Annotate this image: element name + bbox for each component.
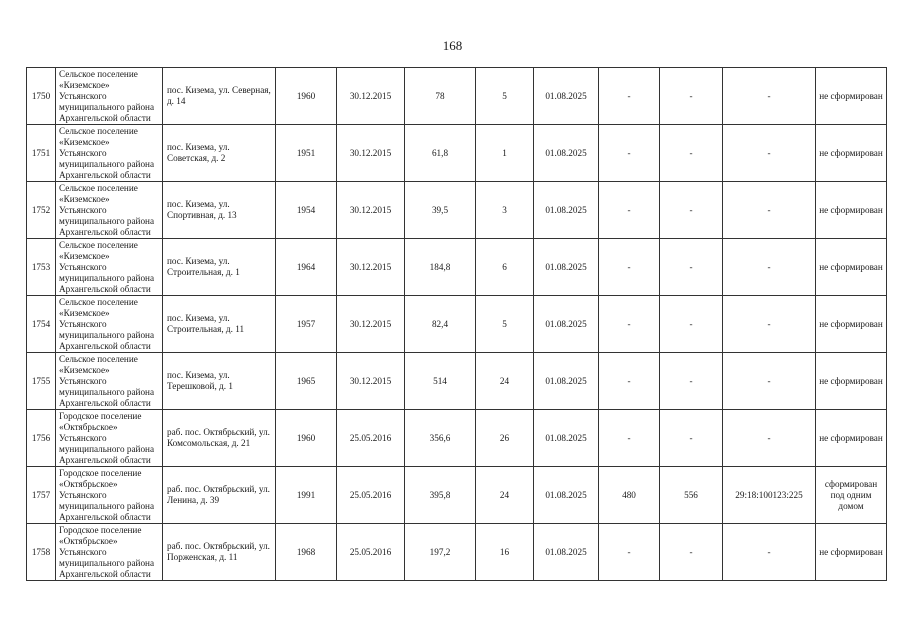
resettlement-deadline-cell: 01.08.2025 <box>534 410 599 467</box>
address-cell: пос. Кизема, ул. Терешковой, д. 1 <box>163 353 276 410</box>
resettlement-deadline-cell: 01.08.2025 <box>534 296 599 353</box>
land-value-cell: 556 <box>660 467 723 524</box>
construction-year-cell: 1968 <box>276 524 337 581</box>
land-value-cell: - <box>660 182 723 239</box>
land-area-cell: - <box>599 296 660 353</box>
area-cell: 197,2 <box>405 524 476 581</box>
row-number-cell: 1756 <box>27 410 56 467</box>
recognition-date-cell: 25.05.2016 <box>337 467 405 524</box>
residents-cell: 3 <box>476 182 534 239</box>
row-number-cell: 1758 <box>27 524 56 581</box>
resettlement-deadline-cell: 01.08.2025 <box>534 239 599 296</box>
cadastral-number-cell: - <box>723 68 816 125</box>
land-status-cell: не сформирован <box>816 353 887 410</box>
municipality-cell: Сельское поселение «Киземское» Устьянского муниципального района Архангельской области <box>56 296 163 353</box>
address-cell: пос. Кизема, ул. Спортивная, д. 13 <box>163 182 276 239</box>
land-area-cell: - <box>599 182 660 239</box>
land-status-cell: не сформирован <box>816 182 887 239</box>
land-value-cell: - <box>660 125 723 182</box>
construction-year-cell: 1960 <box>276 410 337 467</box>
construction-year-cell: 1960 <box>276 68 337 125</box>
row-number-cell: 1755 <box>27 353 56 410</box>
municipality-cell: Сельское поселение «Киземское» Устьянского муниципального района Архангельской области <box>56 239 163 296</box>
land-status-cell: сформирован под одним домом <box>816 467 887 524</box>
resettlement-deadline-cell: 01.08.2025 <box>534 182 599 239</box>
recognition-date-cell: 30.12.2015 <box>337 182 405 239</box>
area-cell: 78 <box>405 68 476 125</box>
address-cell: раб. пос. Октябрьский, ул. Порженская, д. 11 <box>163 524 276 581</box>
land-value-cell: - <box>660 68 723 125</box>
land-area-cell: - <box>599 125 660 182</box>
row-number-cell: 1752 <box>27 182 56 239</box>
recognition-date-cell: 30.12.2015 <box>337 296 405 353</box>
area-cell: 39,5 <box>405 182 476 239</box>
address-cell: раб. пос. Октябрьский, ул. Ленина, д. 39 <box>163 467 276 524</box>
land-area-cell: - <box>599 68 660 125</box>
cadastral-number-cell: - <box>723 296 816 353</box>
address-cell: пос. Кизема, ул. Строительная, д. 1 <box>163 239 276 296</box>
residents-cell: 24 <box>476 353 534 410</box>
recognition-date-cell: 25.05.2016 <box>337 410 405 467</box>
cadastral-number-cell: 29:18:100123:225 <box>723 467 816 524</box>
table-row <box>27 68 887 125</box>
construction-year-cell: 1965 <box>276 353 337 410</box>
resettlement-deadline-cell: 01.08.2025 <box>534 524 599 581</box>
land-area-cell: 480 <box>599 467 660 524</box>
cadastral-number-cell: - <box>723 524 816 581</box>
table-row <box>27 353 887 410</box>
residents-cell: 24 <box>476 467 534 524</box>
row-number-cell: 1751 <box>27 125 56 182</box>
address-cell: пос. Кизема, ул. Строительная, д. 11 <box>163 296 276 353</box>
address-cell: раб. пос. Октябрьский, ул. Комсомольская, д. 21 <box>163 410 276 467</box>
table-row <box>27 524 887 581</box>
land-status-cell: не сформирован <box>816 410 887 467</box>
cadastral-number-cell: - <box>723 125 816 182</box>
municipality-cell: Сельское поселение «Киземское» Устьянского муниципального района Архангельской области <box>56 353 163 410</box>
table-row <box>27 125 887 182</box>
municipality-cell: Городское поселение «Октябрьское» Устьянского муниципального района Архангельской области <box>56 410 163 467</box>
residents-cell: 26 <box>476 410 534 467</box>
row-number-cell: 1750 <box>27 68 56 125</box>
recognition-date-cell: 30.12.2015 <box>337 68 405 125</box>
land-status-cell: не сформирован <box>816 524 887 581</box>
land-area-cell: - <box>599 524 660 581</box>
resettlement-deadline-cell: 01.08.2025 <box>534 68 599 125</box>
municipality-cell: Городское поселение «Октябрьское» Устьянского муниципального района Архангельской области <box>56 524 163 581</box>
address-cell: пос. Кизема, ул. Советская, д. 2 <box>163 125 276 182</box>
housing-registry-table <box>26 67 887 581</box>
land-status-cell: не сформирован <box>816 68 887 125</box>
land-value-cell: - <box>660 524 723 581</box>
table-row <box>27 296 887 353</box>
construction-year-cell: 1957 <box>276 296 337 353</box>
row-number-cell: 1757 <box>27 467 56 524</box>
land-area-cell: - <box>599 239 660 296</box>
recognition-date-cell: 25.05.2016 <box>337 524 405 581</box>
resettlement-deadline-cell: 01.08.2025 <box>534 467 599 524</box>
area-cell: 61,8 <box>405 125 476 182</box>
residents-cell: 6 <box>476 239 534 296</box>
residents-cell: 5 <box>476 296 534 353</box>
recognition-date-cell: 30.12.2015 <box>337 239 405 296</box>
resettlement-deadline-cell: 01.08.2025 <box>534 353 599 410</box>
land-value-cell: - <box>660 353 723 410</box>
recognition-date-cell: 30.12.2015 <box>337 353 405 410</box>
row-number-cell: 1754 <box>27 296 56 353</box>
construction-year-cell: 1964 <box>276 239 337 296</box>
construction-year-cell: 1991 <box>276 467 337 524</box>
page-number: 168 <box>442 38 463 53</box>
land-status-cell: не сформирован <box>816 239 887 296</box>
cadastral-number-cell: - <box>723 182 816 239</box>
municipality-cell: Сельское поселение «Киземское» Устьянского муниципального района Архангельской области <box>56 182 163 239</box>
resettlement-deadline-cell: 01.08.2025 <box>534 125 599 182</box>
residents-cell: 5 <box>476 68 534 125</box>
area-cell: 356,6 <box>405 410 476 467</box>
land-value-cell: - <box>660 296 723 353</box>
municipality-cell: Городское поселение «Октябрьское» Устьянского муниципального района Архангельской области <box>56 467 163 524</box>
address-cell: пос. Киземa, ул. Северная, д. 14 <box>163 68 276 125</box>
table-row <box>27 239 887 296</box>
residents-cell: 1 <box>476 125 534 182</box>
land-status-cell: не сформирован <box>816 296 887 353</box>
municipality-cell: Сельское поселение «Киземское» Устьянского муниципального района Архангельской области <box>56 125 163 182</box>
table-row <box>27 467 887 524</box>
land-area-cell: - <box>599 353 660 410</box>
table-row <box>27 182 887 239</box>
cadastral-number-cell: - <box>723 410 816 467</box>
area-cell: 184,8 <box>405 239 476 296</box>
land-value-cell: - <box>660 239 723 296</box>
construction-year-cell: 1954 <box>276 182 337 239</box>
recognition-date-cell: 30.12.2015 <box>337 125 405 182</box>
municipality-cell: Сельское поселение «Киземское» Устьянского муниципального района Архангельской области <box>56 68 163 125</box>
construction-year-cell: 1951 <box>276 125 337 182</box>
residents-cell: 16 <box>476 524 534 581</box>
land-value-cell: - <box>660 410 723 467</box>
area-cell: 395,8 <box>405 467 476 524</box>
area-cell: 514 <box>405 353 476 410</box>
cadastral-number-cell: - <box>723 353 816 410</box>
table-row <box>27 410 887 467</box>
row-number-cell: 1753 <box>27 239 56 296</box>
area-cell: 82,4 <box>405 296 476 353</box>
land-status-cell: не сформирован <box>816 125 887 182</box>
land-area-cell: - <box>599 410 660 467</box>
cadastral-number-cell: - <box>723 239 816 296</box>
